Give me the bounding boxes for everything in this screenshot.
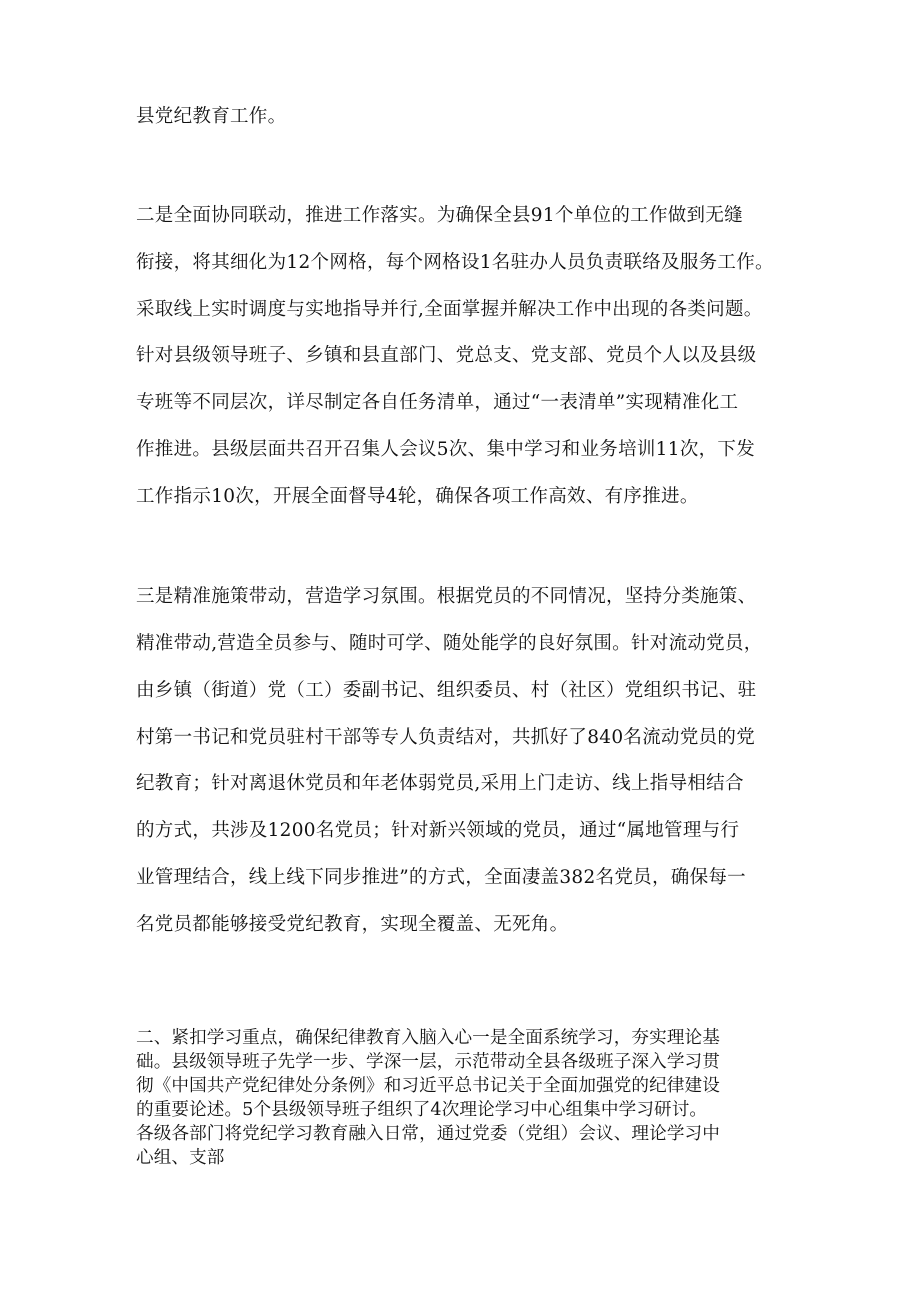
paragraph-line: 采取线上实时调度与实地指导并行,全面掌握并解决工作中出现的各类问题。 [136,299,763,320]
intro-line: 县党纪教育工作。 [136,106,287,127]
paragraph-line: 二是全面协同联动，推进工作落实。为确保全县91个单位的工作做到无缝 [136,205,743,226]
paragraph-line: 业管理结合，线上线下同步推进”的方式，全面凄盖382名党员，确保每一 [136,867,746,888]
paragraph-line: 衔接，将其细化为12个网格，每个网格设1名驻办人员负责联络及服务工作。 [136,252,774,273]
paragraph-line: 精准带动,营造全员参与、随时可学、随处能学的良好氛围。针对流动党员， [136,633,763,654]
paragraph-line: 作推进。县级层面共召开召集人会议5次、集中学习和业务培训11次，下发 [136,439,756,460]
paragraph-line: 二、紧扣学习重点，确保纪律教育入脑入心一是全面系统学习，夯实理论基 [136,1028,720,1048]
paragraph-line: 的重要论述。5个县级领导班子组织了4次理论学习中心组集中学习研讨。 [136,1100,708,1120]
paragraph-line: 彻《中国共产党纪律处分条例》和习近平总书记关于全面加强党的纪律建设 [136,1076,720,1096]
paragraph-line: 针对县级领导班子、乡镇和县直部门、党总支、党支部、党员个人以及县级 [136,345,757,366]
paragraph-line: 三是精准施策带动，营造学习氛围。根据党员的不同情况，坚持分类施策、 [136,586,757,607]
paragraph-line: 的方式，共涉及1200名党员；针对新兴领域的党员，通过“属地管理与行 [136,820,740,841]
paragraph-line: 名党员都能够接受党纪教育，实现全覆盖、无死角。 [136,914,569,935]
paragraph-line: 村第一书记和党员驻村干部等专人负责结对，共抓好了840名流动党员的党 [136,727,756,748]
paragraph-line: 纪教育；针对离退休党员和年老体弱党员,采用上门走访、线上指导相结合 [136,773,744,794]
paragraph-line: 心组、支部 [136,1148,225,1168]
paragraph-line: 础。县级领导班子先学一步、学深一层，示范带动全县各级班子深入学习贯 [136,1052,720,1072]
paragraph-line: 由乡镇（街道）党（工）委副书记、组织委员、村（社区）党组织书记、驻 [136,680,757,701]
paragraph-line: 工作指示10次，开展全面督导4轮，确保各项工作高效、有序推进。 [136,486,699,507]
paragraph-line: 专班等不同层次，详尽制定各自任务清单，通过“一表清单”实现精准化工 [136,392,739,413]
paragraph-line: 各级各部门将党纪学习教育融入日常，通过党委（党组）会议、理论学习中 [136,1124,720,1144]
